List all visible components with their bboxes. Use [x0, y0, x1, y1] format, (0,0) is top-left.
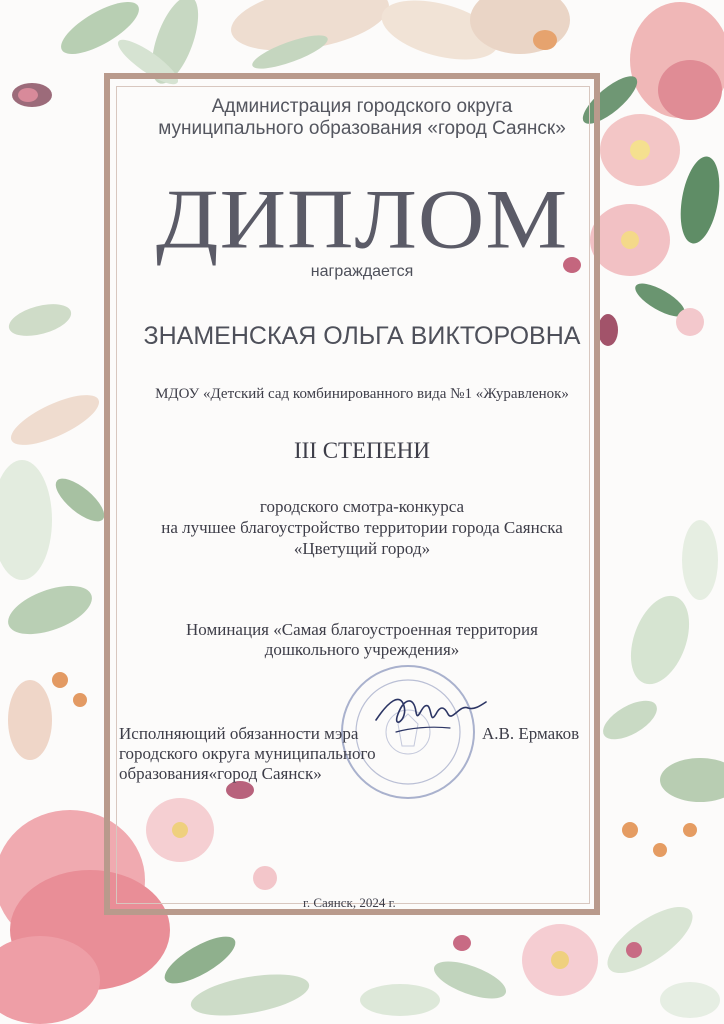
place-and-date: г. Саянск, 2024 г. — [303, 895, 396, 910]
diploma-title: ДИПЛОМ — [155, 171, 569, 266]
right-foliage — [597, 520, 724, 857]
signatory-position-line-1: Исполняющий обязанности мэра — [119, 724, 359, 743]
handwritten-signature — [370, 684, 490, 738]
recipient-name: ЗНАМЕНСКАЯ ОЛЬГА ВИКТОРОВНА — [143, 322, 581, 350]
contest-line-3: «Цветущий город» — [293, 539, 431, 558]
signatory-position-line-2: городского округа муниципального — [119, 744, 376, 763]
award-degree: III СТЕПЕНИ — [293, 438, 431, 463]
nomination-line-1: Номинация «Самая благоустроенная территория — [186, 620, 538, 639]
contest-line-2: на лучшее благоустройство территории города Саянска — [161, 518, 563, 537]
nomination-line-2: дошкольного учреждения» — [264, 640, 460, 659]
recipient-organization: МДОУ «Детский сад комбинированного вида №1 «Журавленок» — [155, 386, 569, 402]
top-center-lilies — [226, 0, 570, 75]
issuer-line-1: Администрация городского округа — [211, 96, 513, 117]
contest-line-1: городского смотра-конкурса — [259, 497, 465, 516]
awarded-label: награждается — [310, 263, 414, 280]
issuer-line-2: муниципального образования «город Саянск» — [158, 118, 566, 139]
signatory-position-line-3: образования«город Саянск» — [119, 764, 322, 783]
signatory-name: А.В. Ермаков — [482, 724, 580, 743]
